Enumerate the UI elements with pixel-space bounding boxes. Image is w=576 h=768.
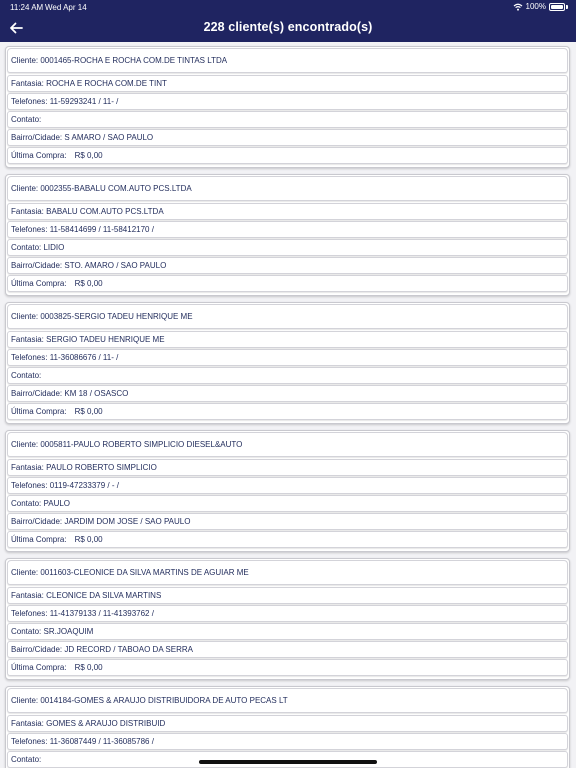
client-label: Cliente: — [11, 440, 39, 449]
fantasia-label: Fantasia: — [11, 79, 44, 88]
client-card[interactable] — [5, 302, 570, 424]
contato-row — [7, 367, 568, 384]
bairro-cidade-value: JARDIM DOM JOSE / SAO PAULO — [64, 517, 191, 526]
bairro-cidade-label: Bairro/Cidade: — [11, 133, 63, 142]
fantasia-value: ROCHA E ROCHA COM.DE TINT — [46, 79, 167, 88]
contato-label: Contato: — [11, 243, 42, 252]
client-name-row — [7, 48, 568, 73]
contato-label: Contato: — [11, 755, 42, 764]
bairro-cidade-row — [7, 641, 568, 658]
fantasia-row — [7, 459, 568, 476]
ultima-compra-row — [7, 659, 568, 676]
ultima-compra-row — [7, 147, 568, 164]
contato-label: Contato: — [11, 499, 42, 508]
client-label: Cliente: — [11, 696, 39, 705]
telefones-label: Telefones: — [11, 225, 48, 234]
contato-row — [7, 239, 568, 256]
client-name-row — [7, 688, 568, 713]
bairro-cidade-row — [7, 513, 568, 530]
contato-row — [7, 495, 568, 512]
bairro-cidade-label: Bairro/Cidade: — [11, 645, 63, 654]
client-label: Cliente: — [11, 312, 39, 321]
client-list[interactable] — [0, 42, 576, 768]
fantasia-value: PAULO ROBERTO SIMPLICIO — [46, 463, 157, 472]
client-card[interactable] — [5, 686, 570, 768]
telefones-value: 11-41379133 / 11-41393762 / — [49, 609, 154, 618]
telefones-row — [7, 349, 568, 366]
bairro-cidade-value: S AMARO / SAO PAULO — [64, 133, 154, 142]
client-name-row — [7, 560, 568, 585]
client-name: 0003825-SERGIO TADEU HENRIQUE ME — [40, 312, 193, 321]
contato-label: Contato: — [11, 627, 42, 636]
fantasia-label: Fantasia: — [11, 207, 44, 216]
bairro-cidade-value: STO. AMARO / SAO PAULO — [64, 261, 167, 270]
telefones-label: Telefones: — [11, 737, 48, 746]
bairro-cidade-row — [7, 385, 568, 402]
home-indicator[interactable] — [199, 760, 377, 764]
client-label: Cliente: — [11, 56, 39, 65]
contato-label: Contato: — [11, 115, 42, 124]
bairro-cidade-value: JD RECORD / TABOAO DA SERRA — [64, 645, 193, 654]
telefones-value: 11-36086676 / 11- / — [49, 353, 119, 362]
fantasia-row — [7, 331, 568, 348]
bairro-cidade-label: Bairro/Cidade: — [11, 261, 63, 270]
app-header — [0, 0, 576, 42]
client-name-row — [7, 176, 568, 201]
client-name: 0005811-PAULO ROBERTO SIMPLICIO DIESEL&AUTO — [40, 440, 243, 449]
fantasia-row — [7, 715, 568, 732]
wifi-icon — [513, 3, 523, 11]
ultima-compra-label: Última Compra: — [11, 151, 67, 160]
battery-percentage: 100% — [525, 2, 546, 11]
client-card[interactable] — [5, 558, 570, 680]
ultima-compra-row — [7, 275, 568, 292]
fantasia-value: GOMES & ARAUJO DISTRIBUID — [46, 719, 166, 728]
client-name-row — [7, 432, 568, 457]
fantasia-label: Fantasia: — [11, 463, 44, 472]
telefones-label: Telefones: — [11, 97, 48, 106]
client-card[interactable] — [5, 46, 570, 168]
bairro-cidade-label: Bairro/Cidade: — [11, 517, 63, 526]
fantasia-value: CLEONICE DA SILVA MARTINS — [46, 591, 162, 600]
fantasia-label: Fantasia: — [11, 335, 44, 344]
fantasia-value: SERGIO TADEU HENRIQUE ME — [46, 335, 165, 344]
client-label: Cliente: — [11, 568, 39, 577]
client-name: 0002355-BABALU COM.AUTO PCS.LTDA — [40, 184, 192, 193]
battery-icon — [549, 3, 565, 11]
ultima-compra-value: R$ 0,00 — [74, 279, 103, 288]
client-label: Cliente: — [11, 184, 39, 193]
telefones-label: Telefones: — [11, 609, 48, 618]
ultima-compra-value: R$ 0,00 — [74, 407, 103, 416]
page-title: 228 cliente(s) encontrado(s) — [203, 20, 373, 34]
bairro-cidade-value: KM 18 / OSASCO — [64, 389, 129, 398]
fantasia-value: BABALU COM.AUTO PCS.LTDA — [46, 207, 164, 216]
contato-row — [7, 623, 568, 640]
telefones-row — [7, 605, 568, 622]
ultima-compra-row — [7, 403, 568, 420]
status-time: 11:24 AM — [10, 3, 44, 12]
telefones-value: 11-36087449 / 11-36085786 / — [49, 737, 154, 746]
client-card[interactable] — [5, 430, 570, 552]
telefones-label: Telefones: — [11, 481, 48, 490]
ultima-compra-label: Última Compra: — [11, 279, 67, 288]
contato-value: PAULO — [43, 499, 71, 508]
ultima-compra-label: Última Compra: — [11, 535, 67, 544]
telefones-row — [7, 733, 568, 750]
client-name: 0001465-ROCHA E ROCHA COM.DE TINTAS LTDA — [40, 56, 228, 65]
ultima-compra-label: Última Compra: — [11, 407, 67, 416]
ultima-compra-value: R$ 0,00 — [74, 663, 103, 672]
contato-value: LIDIO — [43, 243, 65, 252]
contato-label: Contato: — [11, 371, 42, 380]
fantasia-label: Fantasia: — [11, 719, 44, 728]
contato-row — [7, 111, 568, 128]
fantasia-row — [7, 203, 568, 220]
status-indicators — [513, 2, 568, 11]
fantasia-row — [7, 75, 568, 92]
bairro-cidade-label: Bairro/Cidade: — [11, 389, 63, 398]
contato-value: SR.JOAQUIM — [43, 627, 94, 636]
status-date: Wed Apr 14 — [45, 3, 87, 12]
telefones-row — [7, 93, 568, 110]
ultima-compra-row — [7, 531, 568, 548]
bairro-cidade-row — [7, 129, 568, 146]
telefones-row — [7, 221, 568, 238]
client-name: 0011603-CLEONICE DA SILVA MARTINS DE AGUIAR ME — [40, 568, 249, 577]
telefones-value: 0119-47233379 / - / — [49, 481, 119, 490]
telefones-value: 11-59293241 / 11- / — [49, 97, 119, 106]
client-card[interactable] — [5, 174, 570, 296]
ultima-compra-value: R$ 0,00 — [74, 151, 103, 160]
ultima-compra-label: Última Compra: — [11, 663, 67, 672]
bairro-cidade-row — [7, 257, 568, 274]
ultima-compra-value: R$ 0,00 — [74, 535, 103, 544]
telefones-row — [7, 477, 568, 494]
telefones-value: 11-58414699 / 11-58412170 / — [49, 225, 154, 234]
client-name: 0014184-GOMES & ARAUJO DISTRIBUIDORA DE AUTO PECAS LT — [40, 696, 288, 705]
status-bar — [0, 0, 576, 14]
fantasia-row — [7, 587, 568, 604]
fantasia-label: Fantasia: — [11, 591, 44, 600]
battery-cap — [566, 5, 568, 9]
telefones-label: Telefones: — [11, 353, 48, 362]
client-name-row — [7, 304, 568, 329]
